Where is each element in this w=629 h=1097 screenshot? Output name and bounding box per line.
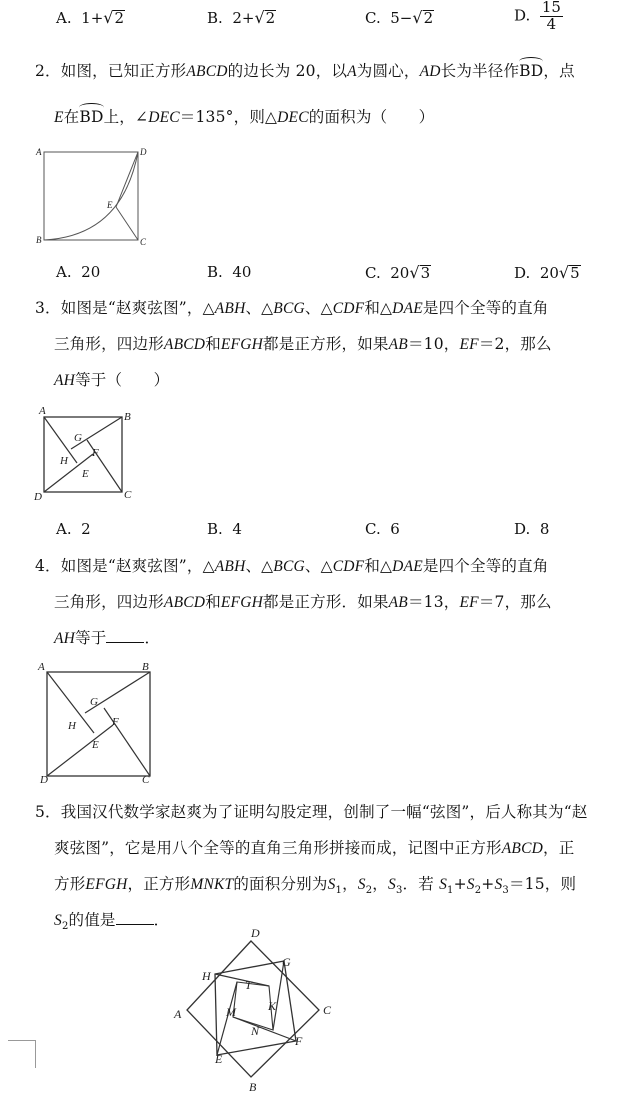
q2-option-c: C. 20√3 — [365, 263, 431, 282]
q3-label-b: B — [124, 411, 131, 423]
q3-label-d: D — [34, 491, 42, 503]
q4-figure — [30, 655, 160, 790]
q4-line-1: 4．如图是“赵爽弦图”，△ABH、△BCG、△CDF和△DAE是四个全等的直角 — [35, 557, 549, 575]
q5-line-3: 方形EFGH，正方形MNKT的面积分别为$S_1$，$S_2$，$S_3$．若 $S_1+S_2+S_3=15$，则 — [54, 875, 577, 897]
q2-figure — [30, 140, 155, 250]
q2-option-d: D. 20√5 — [514, 263, 580, 282]
q3-line-3: AH等于（ ） — [54, 371, 170, 389]
q4-label-b: B — [142, 661, 149, 673]
q5-label-c: C — [323, 1003, 332, 1017]
q3-label-e: E — [82, 468, 89, 480]
q5-label-k: K — [268, 999, 277, 1013]
q3-figure — [30, 400, 150, 505]
q2-option-a: A. 20 — [56, 263, 101, 281]
q4-label-c: C — [142, 774, 150, 786]
q4-label-h: H — [68, 720, 76, 732]
q5-line-2: 爽弦图”，它是用八个全等的直角三角形拼接而成，记图中正方形ABCD，正 — [54, 839, 575, 857]
q5-label-b: B — [249, 1080, 257, 1094]
q2-label-a: A — [36, 147, 42, 157]
q3-label-g: G — [74, 432, 82, 444]
q5-answer-blank — [116, 910, 154, 925]
q3-option-b: B. 4 — [207, 520, 242, 538]
q2-label-c: C — [140, 237, 147, 247]
q3-option-c: C. 6 — [365, 520, 400, 538]
q3-label-f: F — [92, 447, 99, 459]
page-corner-mark — [8, 1040, 36, 1068]
q3-option-d: D. 8 — [514, 520, 550, 538]
q2-line-1: 2．如图，已知正方形ABCD的边长为 20，以A为圆心，AD长为半径作BD，点 — [35, 62, 575, 80]
q5-label-f: F — [295, 1034, 303, 1048]
q4-line-3: AH等于 ． — [54, 629, 161, 647]
q2-label-b: B — [36, 235, 42, 245]
q5-label-h: H — [202, 969, 211, 983]
q5-label-g: G — [282, 955, 291, 969]
q5-label-d: D — [251, 926, 260, 940]
q2-label-d: D — [140, 147, 147, 157]
q5-label-m: M — [226, 1005, 236, 1019]
q3-label-h: H — [60, 455, 68, 467]
q2-line-2: E在BD上，∠DEC＝135°，则△DEC的面积为（ ） — [54, 108, 435, 126]
q3-option-a: A. 2 — [56, 520, 91, 538]
q4-label-g: G — [90, 696, 98, 708]
q3-line-1: 3．如图是“赵爽弦图”，△ABH、△BCG、△CDF和△DAE是四个全等的直角 — [35, 299, 549, 317]
q5-line-4: $S_2$的值是 ． — [54, 911, 170, 933]
q4-label-d: D — [40, 774, 48, 786]
q4-label-a: A — [38, 661, 45, 673]
q2-option-b: B. 40 — [207, 263, 252, 281]
q3-line-2: 三角形，四边形ABCD和EFGH都是正方形，如果AB＝10，EF＝2，那么 — [54, 335, 552, 353]
q5-label-t: T — [245, 978, 252, 992]
q5-figure — [165, 920, 345, 1095]
q4-answer-blank — [106, 628, 144, 643]
q4-label-e: E — [92, 739, 99, 751]
q5-label-e: E — [215, 1052, 223, 1066]
q1-option-b: B. 2+√2 — [207, 8, 276, 27]
q1-option-d: D. $\frac{15}{4}$ — [514, 0, 561, 33]
q2-label-e: E — [107, 200, 113, 210]
q4-label-f: F — [112, 716, 119, 728]
q5-label-a: A — [174, 1007, 182, 1021]
q1-option-c: C. 5−√2 — [365, 8, 434, 27]
q5-label-n: N — [251, 1024, 260, 1038]
q5-line-1: 5．我国汉代数学家赵爽为了证明勾股定理，创制了一幅“弦图”，后人称其为“赵 — [35, 803, 588, 821]
q3-label-a: A — [39, 405, 46, 417]
q1-option-a: A. 1+√2 — [56, 8, 125, 27]
q4-line-2: 三角形，四边形ABCD和EFGH都是正方形．如果AB＝13，EF＝7，那么 — [54, 593, 552, 611]
q3-label-c: C — [124, 489, 132, 501]
